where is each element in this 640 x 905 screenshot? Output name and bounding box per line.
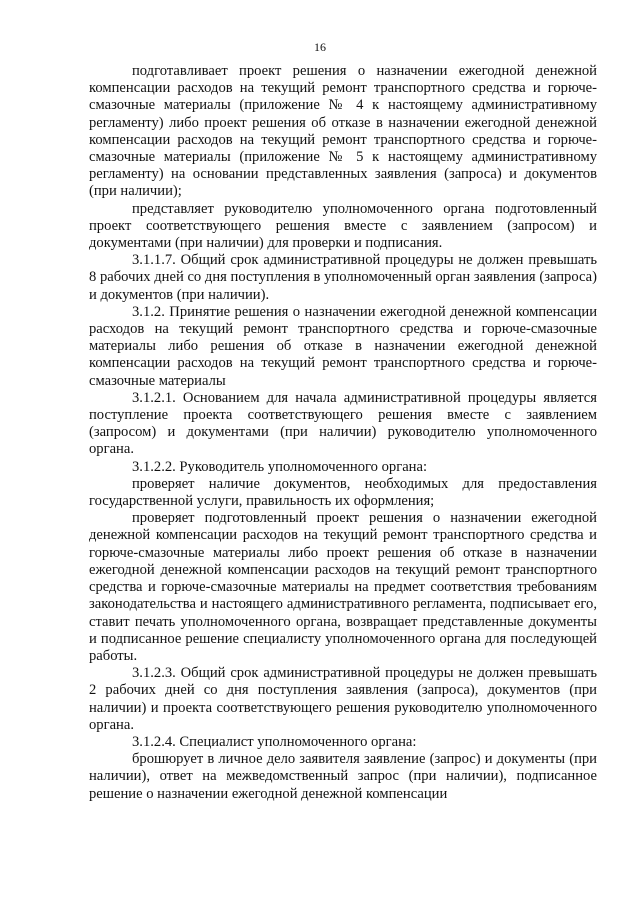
paragraph: 3.1.1.7. Общий срок административной процедуры не должен превышать 8 рабочих дней со дня поступления в уполномоченный орган заявления (запроса) и документов (при наличии).	[89, 252, 597, 303]
paragraph: 3.1.2.3. Общий срок административной процедуры не должен превышать 2 рабочих дней со дня поступления заявления (запроса), документов (при наличии) и проекта соответствующего решения руководителю уполномоченного органа.	[89, 665, 597, 733]
paragraph: 3.1.2.2. Руководитель уполномоченного органа:	[132, 458, 428, 475]
paragraph: 3.1.2.4. Специалист уполномоченного органа:	[132, 733, 417, 750]
paragraph: брошюрует в личное дело заявителя заявление (запрос) и документы (при наличии), ответ на межведомственный запрос (при наличии), подписанное решение о назначении ежегодной денежной компенсации	[89, 751, 597, 802]
paragraph: проверяет наличие документов, необходимых для предоставления государственной услуги, правильность их оформления;	[89, 475, 597, 510]
paragraph: проверяет подготовленный проект решения о назначении ежегодной денежной компенсации расходов на текущий ремонт транспортного средства и горюче-смазочные материалы либо проект решения об отказе в назначении ежегодной денежной компенсации расходов на текущий ремонт транспортного средства и горюче-смазочные материалы на предмет соответствия требованиям законодательства и настоящего административного регламента, подписывает его, ставит печать уполномоченного органа, возвращает представленные документы и подписанное решение специалисту уполномоченного органа для последующей работы.	[89, 510, 597, 664]
paragraph: 3.1.2. Принятие решения о назначении ежегодной денежной компенсации расходов на текущий ремонт транспортного средства и горюче-смазочные материалы либо решения об отказе в назначении ежегодной денежной компенсации расходов на текущий ремонт транспортного средства и горюче-смазочные материалы	[89, 303, 597, 389]
paragraph: представляет руководителю уполномоченного органа подготовленный проект соответствующего решения вместе с заявлением (запросом) и документами (при наличии) для проверки и подписания.	[89, 200, 597, 252]
paragraph: подготавливает проект решения о назначении ежегодной денежной компенсации расходов на текущий ремонт транспортного средства и горюче-смазочные материалы (приложение № 4 к настоящему административному регламенту) либо проект решения об отказе в назначении ежегодной денежной компенсации расходов на текущий ремонт транспортного средства и горюче-смазочные материалы (приложение № 5 к настоящему административному регламенту) на основании представленных заявления (запроса) и документов (при наличии);	[89, 63, 597, 200]
page-number: 16	[314, 40, 326, 54]
document-body	[89, 63, 597, 803]
paragraph: 3.1.2.1. Основанием для начала административной процедуры является поступление проекта соответствующего решения вместе с заявлением (запросом) и документами (при наличии) руководителю уполномоченного органа.	[89, 389, 597, 458]
